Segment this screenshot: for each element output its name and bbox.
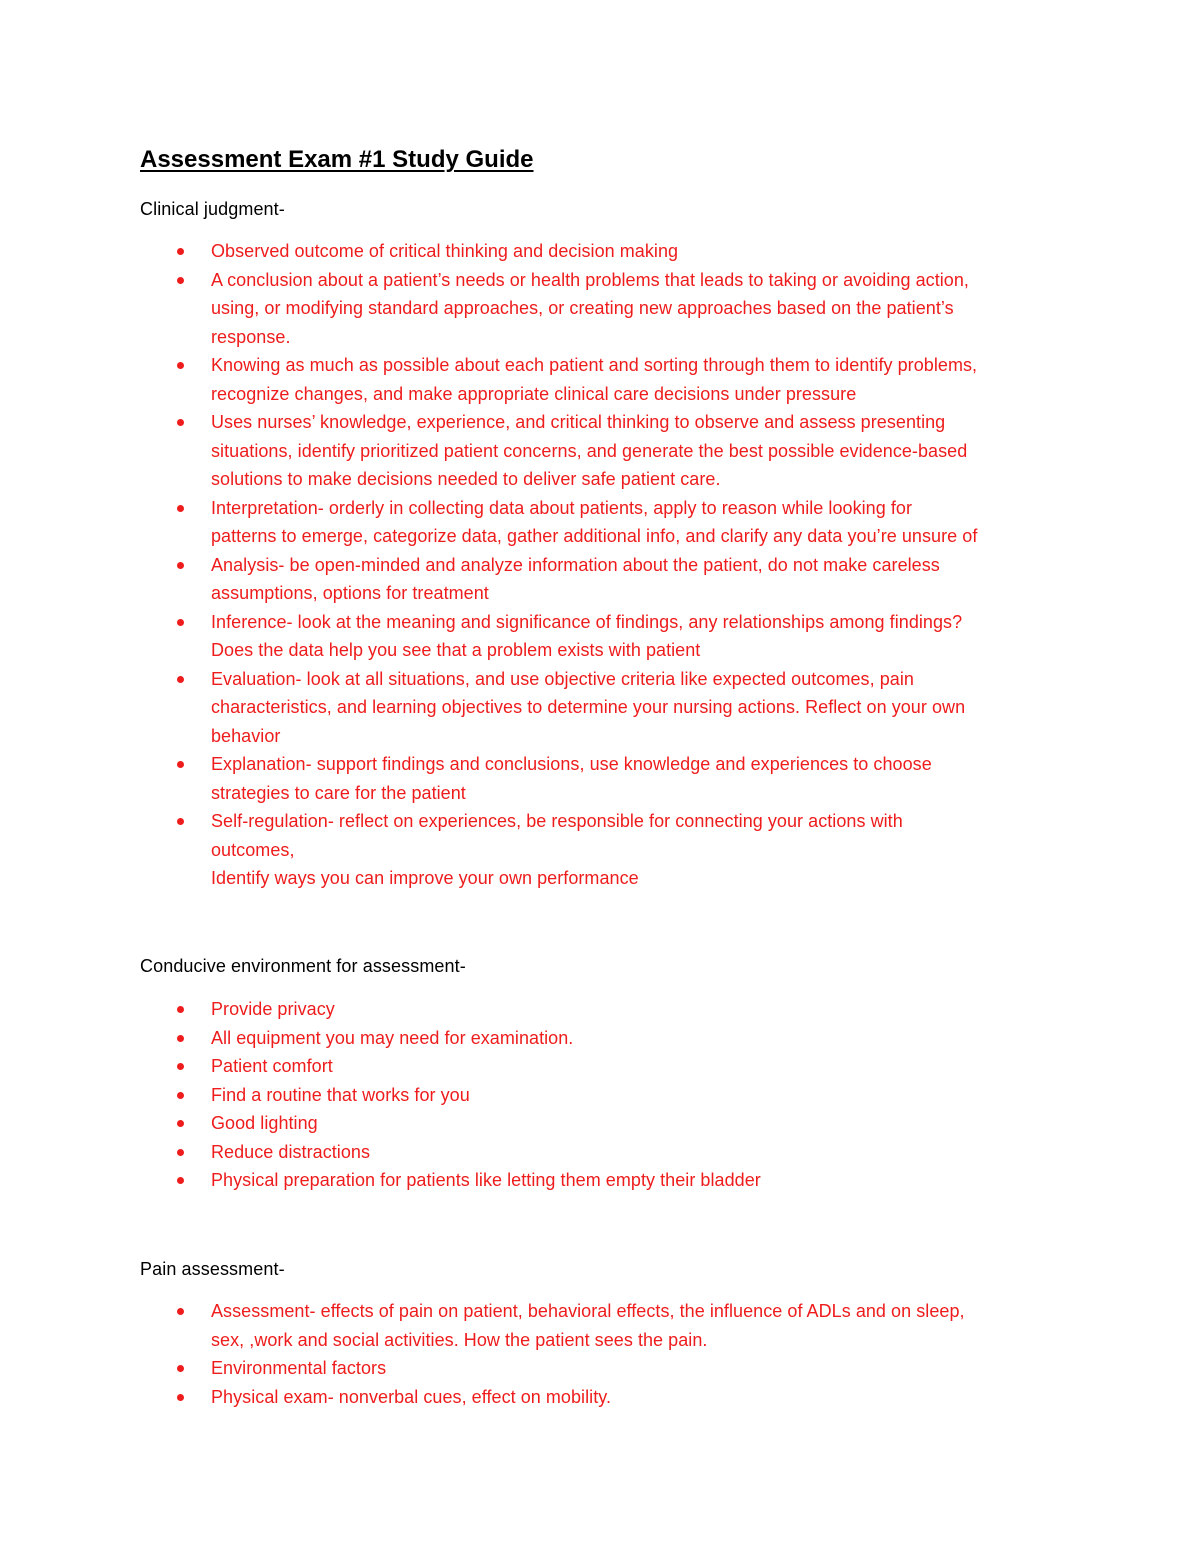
bullet-icon <box>177 505 184 512</box>
section-heading-pain-assessment: Pain assessment- <box>140 1259 285 1279</box>
list-item: Evaluation- look at all situations, and use objective criteria like expected outcomes, pain characteristics, and learning objectives to determine your nursing actions. Reflect on your own behavior <box>140 665 1080 751</box>
list-item: Environmental factors <box>140 1354 1080 1383</box>
bullet-icon <box>177 676 184 683</box>
bullet-icon <box>177 1365 184 1372</box>
list-item: Observed outcome of critical thinking and decision making <box>140 237 1080 266</box>
bullet-icon <box>177 1120 184 1127</box>
bullet-icon <box>177 277 184 284</box>
document-title: Assessment Exam #1 Study Guide <box>140 146 534 173</box>
bullet-icon <box>177 562 184 569</box>
list-item: A conclusion about a patient’s needs or health problems that leads to taking or avoiding action, using, or modifying standard approaches, or creating new approaches based on the patient’s response. <box>140 266 1080 352</box>
bullet-icon <box>177 619 184 626</box>
bullet-icon <box>177 1149 184 1156</box>
bullet-icon <box>177 818 184 825</box>
list-item: Explanation- support findings and conclusions, use knowledge and experiences to choose strategies to care for the patient <box>140 750 1080 807</box>
list-item: Interpretation- orderly in collecting data about patients, apply to reason while looking for patterns to emerge, categorize data, gather additional info, and clarify any data you’re unsure of <box>140 494 1080 551</box>
list-item: All equipment you may need for examination. <box>140 1024 1080 1053</box>
bullet-icon <box>177 419 184 426</box>
list-item: Physical exam- nonverbal cues, effect on mobility. <box>140 1383 1080 1412</box>
conducive-environment-list <box>140 995 1080 1195</box>
bullet-icon <box>177 248 184 255</box>
bullet-icon <box>177 1177 184 1184</box>
list-item: Analysis- be open-minded and analyze information about the patient, do not make careless assumptions, options for treatment <box>140 551 1080 608</box>
bullet-icon <box>177 1092 184 1099</box>
section-heading-conducive-environment: Conducive environment for assessment- <box>140 956 466 976</box>
list-item: Inference- look at the meaning and significance of findings, any relationships among findings? Does the data help you see that a problem exists with patient <box>140 608 1080 665</box>
bullet-icon <box>177 1063 184 1070</box>
list-item: Physical preparation for patients like letting them empty their bladder <box>140 1166 1080 1195</box>
list-item: Assessment- effects of pain on patient, behavioral effects, the influence of ADLs and on sleep, sex, ,work and social activities. How the patient sees the pain. <box>140 1297 1080 1354</box>
list-item: Patient comfort <box>140 1052 1080 1081</box>
list-item: Reduce distractions <box>140 1138 1080 1167</box>
list-item: Good lighting <box>140 1109 1080 1138</box>
pain-assessment-list <box>140 1297 1080 1411</box>
bullet-icon <box>177 1308 184 1315</box>
list-item: Provide privacy <box>140 995 1080 1024</box>
list-item: Uses nurses’ knowledge, experience, and critical thinking to observe and assess presenting situations, identify prioritized patient concerns, and generate the best possible evidence-based solutions to make decisions needed to deliver safe patient care. <box>140 408 1080 494</box>
section-heading-clinical-judgment: Clinical judgment- <box>140 199 285 219</box>
bullet-icon <box>177 1006 184 1013</box>
list-item: Self-regulation- reflect on experiences, be responsible for connecting your actions with outcomes, Identify ways you can improve your own performance <box>140 807 1080 893</box>
list-item: Find a routine that works for you <box>140 1081 1080 1110</box>
list-item: Knowing as much as possible about each patient and sorting through them to identify problems, recognize changes, and make appropriate clinical care decisions under pressure <box>140 351 1080 408</box>
bullet-icon <box>177 362 184 369</box>
bullet-icon <box>177 1394 184 1401</box>
bullet-icon <box>177 1035 184 1042</box>
bullet-icon <box>177 761 184 768</box>
clinical-judgment-list <box>140 237 1080 893</box>
